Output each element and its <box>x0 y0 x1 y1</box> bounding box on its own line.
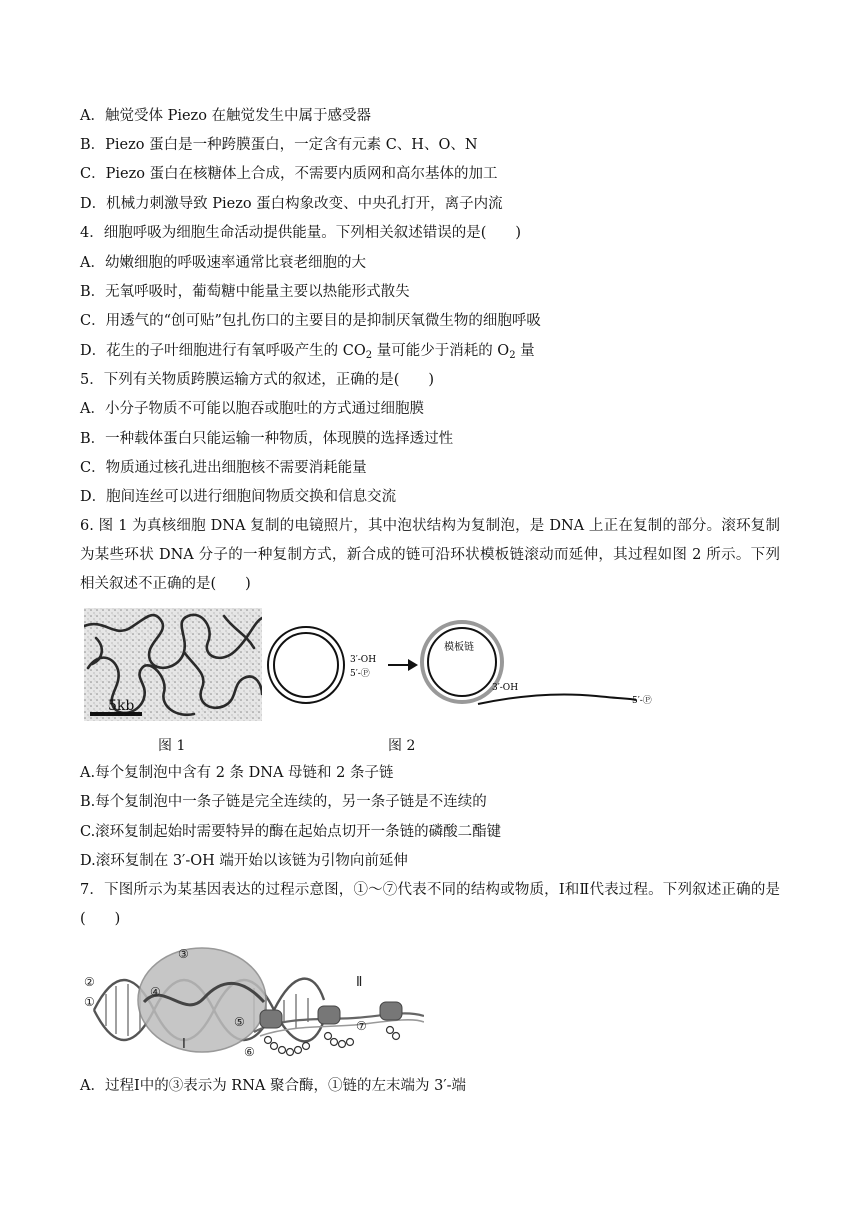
q4-option-c: C．用透气的“创可贴”包扎伤口的主要目的是抑制厌氧微生物的细胞呼吸 <box>80 313 541 329</box>
q5-option-d: D．胞间连丝可以进行细胞间物质交换和信息交流 <box>80 489 397 505</box>
rolling-circle-figure <box>266 610 666 720</box>
label-1: ① <box>84 995 95 1009</box>
em-photo-figure <box>84 608 262 721</box>
p-label-right: 5′-Ⓟ <box>632 696 652 706</box>
label-3: ③ <box>178 947 189 961</box>
q3-option-b: B．Piezo 蛋白是一种跨膜蛋白，一定含有元素 C、H、O、N <box>80 137 478 153</box>
q5-option-c: C．物质通过核孔进出细胞核不需要消耗能量 <box>80 460 367 476</box>
q5-stem: 5．下列有关物质跨膜运输方式的叙述，正确的是( ) <box>80 372 435 388</box>
scale-label: 5kb <box>108 698 135 714</box>
process-2-label: Ⅱ <box>356 975 363 990</box>
label-2: ② <box>84 975 95 989</box>
q6-stem: 6. 图 1 为真核细胞 DNA 复制的电镜照片，其中泡状结构为复制泡，是 DNA 上正在复制的部分。滚环复制为某些环状 DNA 分子的一种复制方式，新合成的链可沿环状模板链滚动而延伸，其过程如图 2 所示。下列相关叙述不正确的是( ) <box>80 518 780 592</box>
label-5: ⑤ <box>234 1015 245 1029</box>
gene-expression-figure <box>84 940 424 1062</box>
q7-stem: 7．下图所示为某基因表达的过程示意图，①～⑦代表不同的结构或物质，Ⅰ和Ⅱ代表过程。下列叙述正确的是( ) <box>80 882 780 927</box>
q4-stem: 4．细胞呼吸为细胞生命活动提供能量。下列相关叙述错误的是( ) <box>80 225 522 241</box>
q5-option-a: A．小分子物质不可能以胞吞或胞吐的方式通过细胞膜 <box>80 401 424 417</box>
q7-option-a: A．过程Ⅰ中的③表示为 RNA 聚合酶，①链的左末端为 3′-端 <box>80 1078 467 1094</box>
oh-label-right: 3′-OH <box>492 683 519 693</box>
template-strand-label: 模板链 <box>444 642 474 653</box>
q6-option-d: D.滚环复制在 3′-OH 端开始以该链为引物向前延伸 <box>80 853 408 869</box>
p-label-left: 5′-Ⓟ <box>350 669 370 679</box>
oh-label-left: 3′-OH <box>350 655 377 665</box>
label-4: ④ <box>150 985 161 999</box>
q6-option-a: A.每个复制泡中含有 2 条 DNA 母链和 2 条子链 <box>80 765 394 781</box>
process-1-label: Ⅰ <box>182 1037 186 1052</box>
q3-option-c: C．Piezo 蛋白在核糖体上合成，不需要内质网和高尔基体的加工 <box>80 166 498 182</box>
q6-option-c: C.滚环复制起始时需要特异的酶在起始点切开一条链的磷酸二酯键 <box>80 824 502 840</box>
fig1-caption: 图 1 <box>158 738 186 754</box>
fig2-caption: 图 2 <box>388 738 416 754</box>
q4-option-b: B．无氧呼吸时，葡萄糖中能量主要以热能形式散失 <box>80 284 410 300</box>
q5-option-b: B．一种载体蛋白只能运输一种物质，体现膜的选择透过性 <box>80 431 454 447</box>
arrow-icon <box>408 659 418 671</box>
q6-option-b: B.每个复制泡中一条子链是完全连续的，另一条子链是不连续的 <box>80 794 487 810</box>
q4-option-d: D．花生的子叶细胞进行有氧呼吸产生的 $CO_2$ 量可能少于消耗的 $O_2$ 量 <box>80 343 535 361</box>
q4-option-a: A．幼嫩细胞的呼吸速率通常比衰老细胞的大 <box>80 255 366 271</box>
q3-option-d: D．机械力刺激导致 Piezo 蛋白构象改变、中央孔打开，离子内流 <box>80 196 503 212</box>
q3-option-a: A．触觉受体 Piezo 在触觉发生中属于感受器 <box>80 108 372 124</box>
label-7: ⑦ <box>356 1019 367 1033</box>
label-6: ⑥ <box>244 1045 255 1059</box>
